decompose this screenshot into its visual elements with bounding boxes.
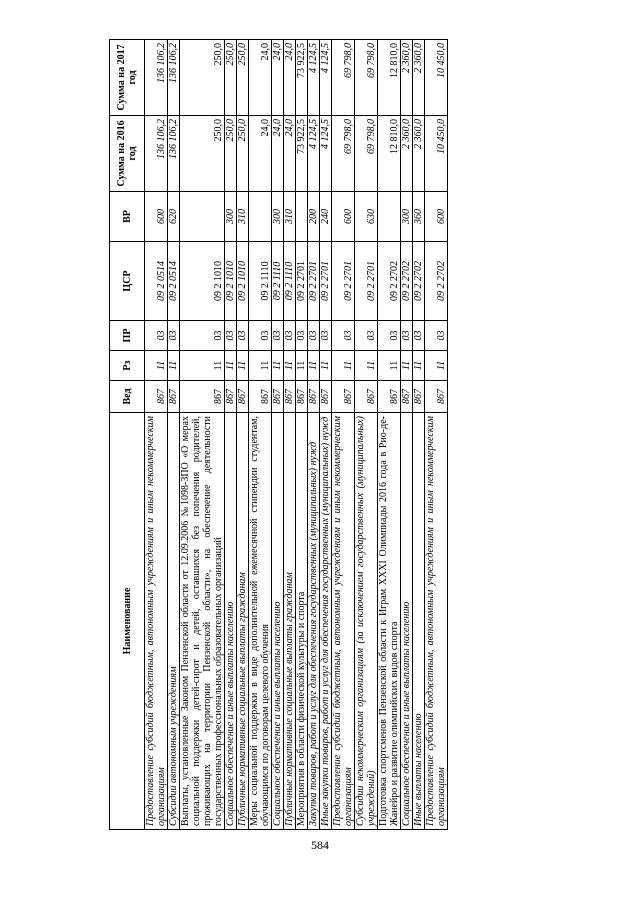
cell-sum-2016: 24,0 <box>272 116 284 192</box>
cell-pr: 03 <box>401 321 413 351</box>
cell-csr: 09 2 0514 <box>168 242 180 321</box>
table-row <box>308 40 320 830</box>
cell-vr: 600 <box>425 192 448 242</box>
cell-rz: 11 <box>168 351 180 381</box>
cell-csr: 09 2 2701 <box>296 242 308 321</box>
cell-sum-2016: 136 106,2 <box>145 116 168 192</box>
cell-rz: 11 <box>272 351 284 381</box>
table-row <box>425 40 448 830</box>
cell-ved: 867 <box>237 381 249 413</box>
cell-ved: 867 <box>145 381 168 413</box>
cell-pr: 03 <box>145 321 168 351</box>
cell-ved: 867 <box>355 381 378 413</box>
table-row <box>284 40 296 830</box>
cell-ved: 867 <box>308 381 320 413</box>
cell-vr: 300 <box>401 192 413 242</box>
cell-pr: 03 <box>355 321 378 351</box>
cell-vr: 240 <box>320 192 332 242</box>
cell-vr <box>378 192 401 242</box>
cell-sum-2017: 2 360,0 <box>401 40 413 116</box>
cell-sum-2017: 4 124,5 <box>320 40 332 116</box>
cell-ved: 867 <box>225 381 237 413</box>
cell-rz: 11 <box>308 351 320 381</box>
cell-csr: 09 2 1110 <box>249 242 272 321</box>
cell-name: Иные закупки товаров, работ и услуг для обеспечения государственных (муниципальных) нужд <box>320 413 332 830</box>
budget-table-page <box>109 40 567 830</box>
cell-sum-2016: 2 360,0 <box>413 116 425 192</box>
cell-rz: 11 <box>355 351 378 381</box>
cell-csr: 09 2 2702 <box>378 242 401 321</box>
cell-name: Закупка товаров, работ и услуг для обеспечения государственных (муниципальных) нужд <box>308 413 320 830</box>
cell-sum-2016: 250,0 <box>225 116 237 192</box>
table-row <box>413 40 425 830</box>
cell-name: Меры социальной поддержки в виде дополнительной ежемесячной стипендии студентам, обучающимся по договорам целевого обучения <box>249 413 272 830</box>
cell-name: Предоставление субсидий бюджетным, автономным учреждениям и иным некоммерческим организациям <box>425 413 448 830</box>
cell-name: Иные выплаты населению <box>413 413 425 830</box>
table-row <box>355 40 378 830</box>
cell-pr: 03 <box>272 321 284 351</box>
cell-sum-2016: 24,0 <box>249 116 272 192</box>
cell-rz: 11 <box>413 351 425 381</box>
cell-csr: 09 2 2701 <box>332 242 355 321</box>
rotated-table-wrapper <box>109 40 567 830</box>
cell-pr: 03 <box>332 321 355 351</box>
cell-vr <box>180 192 225 242</box>
cell-ved: 867 <box>425 381 448 413</box>
cell-sum-2017: 24,0 <box>249 40 272 116</box>
cell-csr: 09 2 2702 <box>413 242 425 321</box>
cell-rz: 11 <box>320 351 332 381</box>
cell-sum-2016: 24,0 <box>284 116 296 192</box>
cell-name: Субсидии автономным учреждениям <box>168 413 180 830</box>
cell-sum-2016: 4 124,5 <box>308 116 320 192</box>
cell-ved: 867 <box>168 381 180 413</box>
cell-rz: 11 <box>401 351 413 381</box>
table-row <box>168 40 180 830</box>
cell-pr: 03 <box>168 321 180 351</box>
table-body <box>145 40 448 830</box>
table-row <box>296 40 308 830</box>
header-name: Наименование <box>110 413 145 830</box>
cell-csr: 09 2 1010 <box>225 242 237 321</box>
cell-csr: 09 2 2702 <box>425 242 448 321</box>
cell-csr: 09 2 1010 <box>237 242 249 321</box>
cell-csr: 09 2 1110 <box>272 242 284 321</box>
cell-sum-2017: 10 450,0 <box>425 40 448 116</box>
cell-rz: 11 <box>145 351 168 381</box>
table-row <box>320 40 332 830</box>
cell-sum-2016: 12 810,0 <box>378 116 401 192</box>
cell-sum-2016: 250,0 <box>237 116 249 192</box>
cell-sum-2016: 250,0 <box>180 116 225 192</box>
table-row <box>332 40 355 830</box>
table-row <box>378 40 401 830</box>
cell-pr: 03 <box>284 321 296 351</box>
cell-vr: 600 <box>145 192 168 242</box>
cell-csr: 09 2 1010 <box>180 242 225 321</box>
cell-vr: 310 <box>237 192 249 242</box>
cell-sum-2017: 250,0 <box>180 40 225 116</box>
table-header-row <box>110 40 145 830</box>
cell-name: Выплаты, установленные Законом Пензенской области от 12.09.2006 №1098-ЗПО «О мерах социальной поддержки детей-сирот и детей, оставшихся без попечения родителей, проживающих на территории Пензенской области», на обеспечение деятельности государственных профессиональных образовательных организаций <box>180 413 225 830</box>
cell-sum-2017: 4 124,5 <box>308 40 320 116</box>
cell-sum-2017: 69 798,0 <box>355 40 378 116</box>
cell-vr: 360 <box>413 192 425 242</box>
cell-rz: 11 <box>425 351 448 381</box>
cell-sum-2017: 250,0 <box>225 40 237 116</box>
table-row <box>237 40 249 830</box>
cell-sum-2017: 2 360,0 <box>413 40 425 116</box>
cell-csr: 09 2 1110 <box>284 242 296 321</box>
cell-name: Публичные нормативные социальные выплаты гражданам <box>284 413 296 830</box>
table-row <box>272 40 284 830</box>
cell-sum-2017: 24,0 <box>272 40 284 116</box>
cell-name: Мероприятия в области физической культуры и спорта <box>296 413 308 830</box>
cell-sum-2017: 136 106,2 <box>168 40 180 116</box>
cell-ved: 867 <box>284 381 296 413</box>
cell-name: Социальное обеспечение и иные выплаты населению <box>401 413 413 830</box>
cell-name: Предоставление субсидий бюджетным, автономным учреждениям и иным некоммерческим организациям <box>145 413 168 830</box>
header-rz: Рз <box>110 351 145 381</box>
header-sum-2017: Сумма на 2017 год <box>110 40 145 116</box>
cell-pr: 03 <box>378 321 401 351</box>
cell-name: Подготовка спортсменов Пензенской области к Играм XXXI Олимпиады 2016 года в Рио-де-Жанейро и развитие олимпийских видов спорта <box>378 413 401 830</box>
cell-ved: 867 <box>296 381 308 413</box>
cell-rz: 11 <box>225 351 237 381</box>
cell-ved: 867 <box>272 381 284 413</box>
cell-sum-2016: 4 124,5 <box>320 116 332 192</box>
cell-ved: 867 <box>332 381 355 413</box>
cell-csr: 09 2 2702 <box>401 242 413 321</box>
cell-ved: 867 <box>378 381 401 413</box>
cell-rz: 11 <box>249 351 272 381</box>
cell-rz: 11 <box>284 351 296 381</box>
page-number: 584 <box>311 838 329 852</box>
cell-sum-2016: 69 798,0 <box>355 116 378 192</box>
cell-vr: 300 <box>272 192 284 242</box>
cell-sum-2017: 250,0 <box>237 40 249 116</box>
table-row <box>225 40 237 830</box>
cell-pr: 03 <box>225 321 237 351</box>
budget-table <box>109 39 448 830</box>
cell-sum-2017: 73 922,5 <box>296 40 308 116</box>
cell-vr: 620 <box>168 192 180 242</box>
cell-name: Социальное обеспечение и иные выплаты населению <box>225 413 237 830</box>
cell-csr: 09 2 2701 <box>308 242 320 321</box>
cell-sum-2017: 24,0 <box>284 40 296 116</box>
cell-sum-2017: 12 810,0 <box>378 40 401 116</box>
cell-name: Субсидии некоммерческим организациям (за исключением государственных (муниципальных) учреждений) <box>355 413 378 830</box>
cell-sum-2017: 136 106,2 <box>145 40 168 116</box>
cell-ved: 867 <box>401 381 413 413</box>
cell-pr: 03 <box>249 321 272 351</box>
cell-sum-2016: 10 450,0 <box>425 116 448 192</box>
cell-ved: 867 <box>413 381 425 413</box>
cell-rz: 11 <box>237 351 249 381</box>
cell-vr <box>249 192 272 242</box>
cell-sum-2016: 136 106,2 <box>168 116 180 192</box>
cell-sum-2016: 2 360,0 <box>401 116 413 192</box>
cell-ved: 867 <box>320 381 332 413</box>
cell-csr: 09 2 0514 <box>145 242 168 321</box>
header-csr: ЦСР <box>110 242 145 321</box>
cell-vr <box>296 192 308 242</box>
cell-pr: 03 <box>296 321 308 351</box>
cell-name: Публичные нормативные социальные выплаты гражданам <box>237 413 249 830</box>
cell-pr: 03 <box>320 321 332 351</box>
table-row <box>180 40 225 830</box>
cell-pr: 03 <box>425 321 448 351</box>
table-row <box>145 40 168 830</box>
cell-sum-2017: 69 798,0 <box>332 40 355 116</box>
table-row <box>249 40 272 830</box>
cell-rz: 11 <box>378 351 401 381</box>
cell-ved: 867 <box>249 381 272 413</box>
header-vr: ВР <box>110 192 145 242</box>
cell-pr: 03 <box>308 321 320 351</box>
cell-sum-2016: 73 922,5 <box>296 116 308 192</box>
header-ved: Вед <box>110 381 145 413</box>
cell-rz: 11 <box>296 351 308 381</box>
header-sum-2016: Сумма на 2016 год <box>110 116 145 192</box>
cell-ved: 867 <box>180 381 225 413</box>
cell-sum-2016: 69 798,0 <box>332 116 355 192</box>
cell-rz: 11 <box>332 351 355 381</box>
cell-csr: 09 2 2701 <box>355 242 378 321</box>
cell-pr: 03 <box>413 321 425 351</box>
cell-vr: 200 <box>308 192 320 242</box>
cell-name: Предоставление субсидий бюджетным, автономным учреждениям и иным некоммерческим организациям <box>332 413 355 830</box>
cell-pr: 03 <box>180 321 225 351</box>
cell-vr: 300 <box>225 192 237 242</box>
cell-vr: 310 <box>284 192 296 242</box>
cell-vr: 600 <box>332 192 355 242</box>
cell-pr: 03 <box>237 321 249 351</box>
cell-csr: 09 2 2701 <box>320 242 332 321</box>
cell-rz: 11 <box>180 351 225 381</box>
table-row <box>401 40 413 830</box>
cell-vr: 630 <box>355 192 378 242</box>
header-pr: ПР <box>110 321 145 351</box>
cell-name: Социальное обеспечение и иные выплаты населению <box>272 413 284 830</box>
